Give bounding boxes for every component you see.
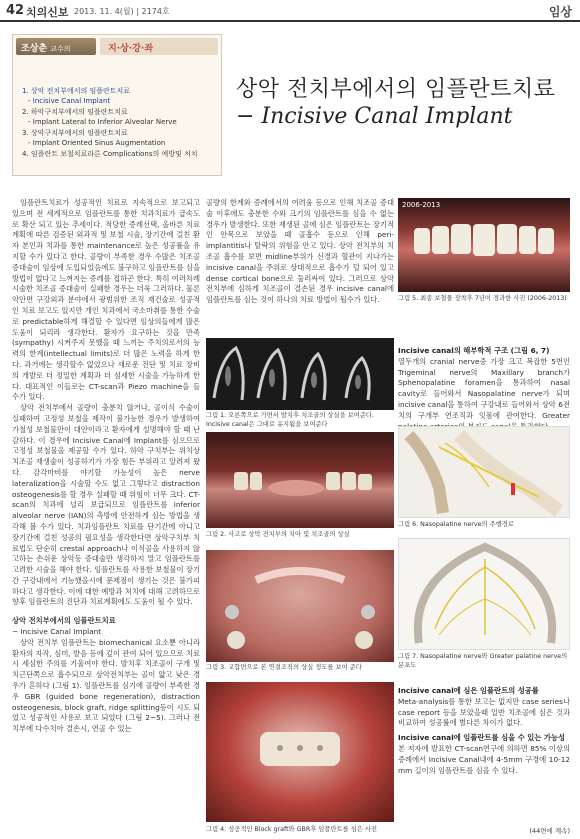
figure-2-photo — [206, 432, 394, 528]
series-title: 지·상·강·좌 — [100, 38, 218, 55]
figure-3-caption: 그림 3. 교합면으로 본 연결조직의 상실 정도를 보여 준다 — [206, 664, 362, 671]
figure-1-ct-image — [206, 338, 394, 410]
paragraph: 본 저자에 발표한 CT-scan연구에 의하면 85% 이상의 증례에서 Incisive Canal내에 4-5mm 구경에 10-12 mm 길이의 임플란트를 심을 수 있다. — [398, 743, 570, 775]
figure-5-caption: 그림 5. 최종 보철물 장착후 7년이 경과한 사진 (2006-2013) — [398, 295, 567, 302]
subheading: Incisive canal에 임플란트를 심을 수 있는 가능성 — [398, 733, 566, 743]
paragraph: 상악 전치부 임플란트는 biomechanical 요소뿐 아니라 환자의 자작, 심미, 발음 등에 깊이 관여 되어 있으므로 치료시 세심한 주의를 기울여야 한다. 발치후 치조골이 구개 및 치근단쪽으로 흡수되므로 상악전치부는 골이 얇고 낮은 경우가 흔하다 (그림 1). 임플란트를 심기에 골량이 부족한 경우 GBR (guided bone regeneration), distraction osteogenesis, block graft, ridge splitting등이 시도 되었고 성공적인 사용로 보고 되었다 (그림 2~5). 그러나 전치부에 다수치아 결손시, 연골 수 있는 — [12, 637, 200, 734]
section-label: 임상 — [548, 5, 572, 19]
body-column-1 — [12, 198, 200, 735]
paragraph: Meta-analysis를 통한 보고는 없지만 case series나 case report 등을 보았을때 일반 치조골에 심은 것과 비교하여 성공률에 별다른 차이가 없다. — [398, 696, 570, 728]
page-number: 42 — [6, 3, 25, 18]
series-toc — [22, 86, 217, 160]
toc-item-3: 3. 상악구치부에서의 임플란트치료 - Implant Oriented Sinus Augmentation — [22, 129, 166, 147]
paper-name: 치의신보 — [26, 6, 69, 19]
figure-7-caption: 그림 7. Nasopalatine nerve와 Greater palatine nerve의 분포도 — [398, 653, 568, 669]
body-column-3-lower — [398, 686, 570, 776]
nasopalatine-nerve-graphic — [399, 427, 570, 518]
paragraph: 상악 전치부에서 골량이 충분치 않거나, 골이식 수술이 실패하여 고정성 보철을 제작이 불가능한 경우가 발생하여 가철성 보철물만이 대안이라고 환자에게 설명해야 할 때 난감하다. 이 경우에 Incisive Canal에 Implant를 심으므로 고정성 보철물을 제공할 수가 있다. 하악 구치부는 위치상 치조골 재생술이 성공하기가 가장 힘든 부위라고 알려져 왔다. 감각마비를 야기할 가능성이 높은 nerve lateralization을 시술할 수도 없고 그렇다고 distraction osteogenesis를 할 경우 실패할 때 위험이 너무 크다. CT-scan의 치과에 널리 보급되므로 임플란트를 inferior alveolar nerve (IAN)의 측방에 안전하게 심는 방법을 생각해 볼 수가 있다. 치과임플란트 치료를 단기간에 아니고 장기간에 걸친 성공의 필요성을 생각한다면 상악구치부 치료법도 단순히 crestal approach나 이식골을 사용하지 않고하는 손쉬운 상악동 증대술만 생각하지 말고 임플란트를 고려한 시술을 해야 한다. 임플란트를 사용한 보철물이 장기간 구강내에서 기능했을시에 문제점이 생기는 것은 불가피하다고 생각한다. 이에 대한 예방과 처치에 대해 고려하므로 향후 임플란트의 진단과 치료계획에도 도움이 될 수 있다. — [12, 403, 200, 607]
figure-1-caption: 그림 1. 오른쪽으로 가면서 발치후 치조골의 상실을 보여준다. Incisive canal은 그대로 유지됨을 보여준다 — [206, 412, 375, 428]
author-name: 조상춘 — [21, 44, 48, 54]
ct-slices-graphic — [206, 338, 394, 410]
subheading: 상악 전치부에서의 임플란트치료 — [12, 616, 116, 626]
figure-6-illustration — [398, 426, 570, 518]
subheading: Incisive canal의 해부학적 구조 (그림 6, 7) — [398, 346, 550, 355]
palate-nerve-distribution-graphic — [399, 539, 570, 650]
missing-teeth-graphic — [206, 432, 394, 528]
continued-note: (44면에 계속) — [529, 827, 570, 835]
block-graft-graphic — [206, 682, 394, 822]
figure-5-year-label: 2006-2013 — [402, 201, 441, 209]
paragraph: 임플란트치료가 성공적인 치료로 지속적으로 보고되고 있으며 전 세계적으로 임플란트를 통한 치과치료가 급속도로 확산 되고 있는 추세이다. 적당한 증례선택, 올바른 치료계획에 따른 검증된 외과적 및 보철 시술, 장기간에 걸친 환자 본인과 치과를 통한 maintenance로 높은 성공률을 유지할 수가 있다고 한다. 골량이 부족한 경우 수많은 치조골 증대술이 임상에 도입되었음에도 불구하고 임플란트를 심을 방법이 없다고 느껴지는 증례를 접하곤 한다. 특히 여러차례 시술한 치조골 증대술이 실패한 경우는 더욱 그러하다. 물론 악안면 구강외과 분야에서 광범위한 조직 재건술로 성공적인 치료 보고도 있지만 개인 치과에서 국소마취를 통한 수술로 predictable하게 해결할 수 있다면 임상의들에게 많은 도움이 되리라 생각한다. 환자가 요구하는 것을 만족(sympathy) 시켜주지 못했을 때 느끼는 주치의로서의 능력의 한계(intellectual limits)로 더 많은 노력을 하게 한다. 과거에는 생각할수 없었으나 새로운 진단 및 치료 장비의 개발로 더 정밀한 계획과 더 섬세한 시술을 가능하게 한다. 대표적인 이들로는 CT-scan과 Piezo machine을 들 수가 있다. — [12, 198, 200, 402]
body-column-2 — [206, 198, 394, 306]
figure-4-caption: 그림 4. 성공적인 Block graft와 GBR후 임플란트를 심은 사진 — [206, 826, 378, 833]
toc-item-4: 4. 임플란트 보철치료라른 Complications의 예방및 처치 — [22, 150, 198, 158]
figure-3-photo — [206, 550, 394, 662]
author-badge — [16, 38, 96, 55]
figure-7-illustration — [398, 538, 570, 650]
occlusal-view-graphic — [206, 550, 394, 662]
article-title: 상악 전치부에서의 임플란트치료 — [236, 77, 556, 102]
subheading: Incisive canal에 심은 임플란트의 성공률 — [398, 686, 539, 695]
figure-6-caption: 그림 6. Nasopalatine nerve의 주행경로 — [398, 521, 514, 528]
toc-item-2: 2. 하악구치부에서의 임플란트치료 - Implant Lateral to Inferior Alveolar Nerve — [22, 108, 177, 126]
figure-2-caption: 그림 2. 사고로 상악 전치부의 치아 및 치조골의 상실 — [206, 531, 350, 538]
paragraph: 골량의 한계와 증례에서의 여려움 등으로 인해 치조골 증대술 이후에도 충분한 수와 크기의 임플란트를 심을 수 없는 경우가 발생한다. 또한 재생된 골에 심은 임플란트는 장기적인 안목으로 보았을 때 골흡수 등으로 인해 peri-implantitis나 탈락의 위험을 안고 있다. 상악 전치부의 치조골 흡수를 보면 midline부위가 신경과 혈관이 지나가는 incisive canal을 주위로 상대적으로 흡수가 덜 되어 있고 dense cortical bone으로 둘러싸여 있다. 그러므로 상악 전치부에 심하게 치조골이 결손된 경우 incisive canal에 임플란트를 심는 것이 하나의 치료 방법이 될수가 있다. — [206, 198, 394, 305]
toc-item-1: 1. 상악 전치부에서의 임플란트치료 - Incisive Canal Implant — [22, 87, 131, 105]
issue-date: 2013. 11. 4(월) | 2174호 — [74, 7, 170, 16]
final-restoration-graphic — [398, 198, 570, 292]
paragraph: 열두개의 cranial nerve중 가장 크고 복잡한 5번인 Trigeminal nerve의 Maxillary branch가 Sphenopalatine foramen을 통과하여 nasal cavity로 들어와서 Nasopalatine nerve가 되며 incisive canal을 통하여 구강내로 들어와서 상악 6전치의 구개부 연조직과 잇몸에 관여한다. Greater — [398, 356, 570, 420]
article-subtitle: − Incisive Canal Implant — [236, 104, 513, 129]
subheading-en: − Incisive Canal Implant — [12, 627, 102, 637]
figure-4-photo — [206, 682, 394, 822]
figure-5-photo — [398, 198, 570, 292]
author-role: 교수의 — [50, 45, 71, 53]
body-column-3 — [398, 346, 570, 432]
